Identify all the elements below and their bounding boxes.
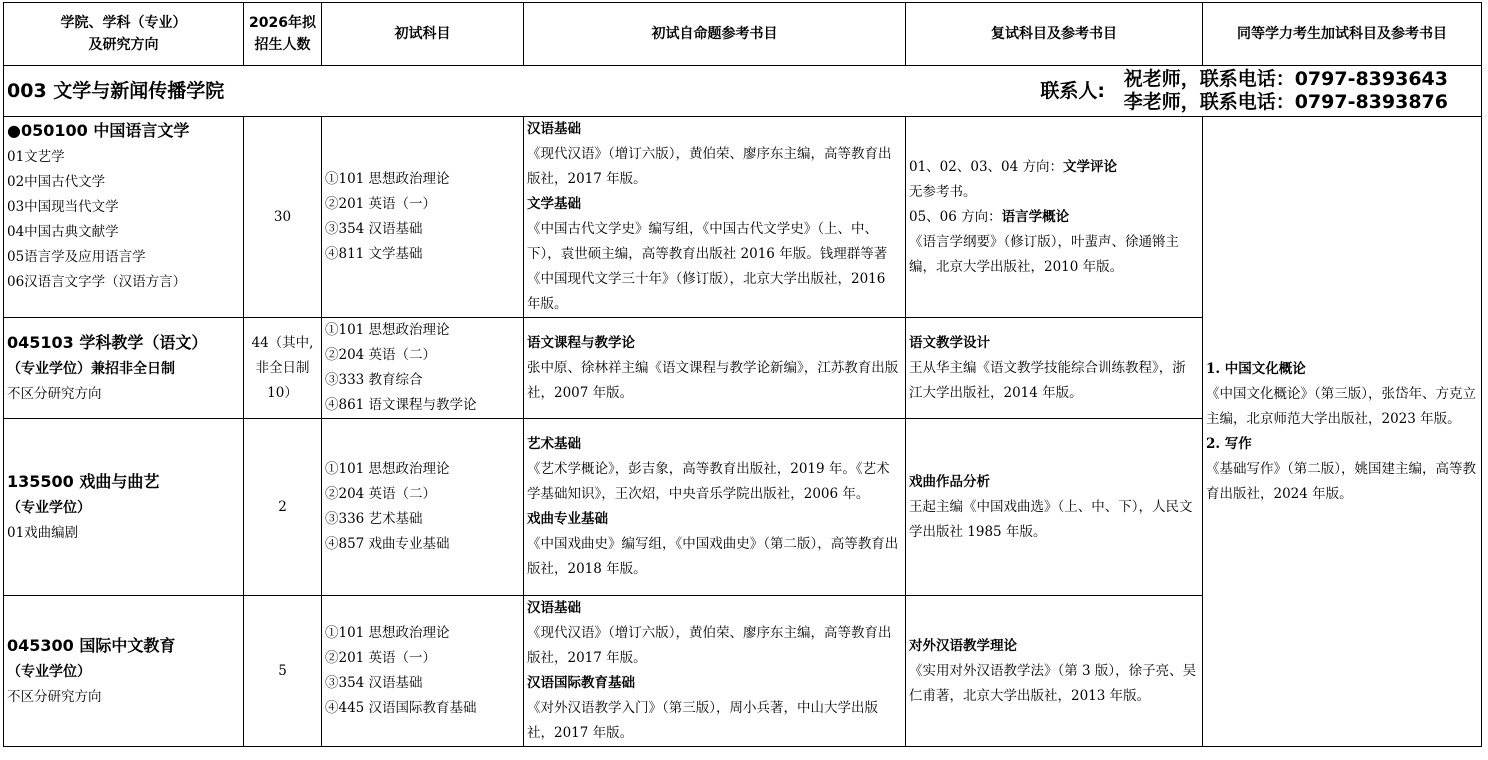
ref-text: 《基础写作》（第二版），姚国建主编，高等教育出版社，2024 年版。 bbox=[1206, 460, 1476, 502]
list-item: 01戏曲编剧 bbox=[7, 525, 79, 541]
header-subjects: 初试科目 bbox=[322, 3, 524, 66]
ref-line bbox=[527, 142, 902, 192]
ref-text: 01、02、03、04 方向： bbox=[909, 158, 1064, 175]
college-contact bbox=[524, 66, 1482, 117]
ref-line bbox=[909, 205, 1199, 230]
subject-list bbox=[322, 117, 524, 318]
major-type: （专业学位） bbox=[7, 500, 91, 516]
retest-info bbox=[906, 419, 1203, 596]
major-cell bbox=[4, 318, 244, 419]
ref-books bbox=[524, 596, 906, 747]
ref-text: 《中国文化概论》（第三版），张岱年、方克立主编，北京师范大学出版社，2023 年版。 bbox=[1206, 385, 1476, 427]
ref-line bbox=[527, 696, 902, 746]
major-type: （专业学位） bbox=[7, 664, 91, 680]
list-item: ②204 英语（二） bbox=[325, 486, 437, 502]
header-quota: 2026年拟 招生人数 bbox=[244, 3, 322, 66]
direction-list bbox=[7, 382, 240, 407]
ref-line bbox=[527, 217, 902, 317]
ref-text: 《语言学纲要》（修订版），叶蜚声、徐通锵主编，北京大学出版社，2010 年版。 bbox=[909, 233, 1179, 275]
ref-text: 王从华主编《语文教学技能综合训练教程》，浙江大学出版社，2014 年版。 bbox=[909, 359, 1186, 401]
ref-books bbox=[524, 419, 906, 596]
quota bbox=[244, 318, 322, 419]
major-row bbox=[4, 117, 1482, 318]
list-item: ①101 思想政治理论 bbox=[325, 322, 450, 338]
ref-line bbox=[1206, 357, 1478, 382]
list-item: 03中国现当代文学 bbox=[7, 199, 119, 215]
header-retest: 复试科目及参考书目 bbox=[906, 3, 1203, 66]
header-equivalent: 同等学力考生加试科目及参考书目 bbox=[1203, 3, 1482, 66]
retest-info bbox=[906, 318, 1203, 419]
list-item: ③336 艺术基础 bbox=[325, 511, 423, 527]
ref-text: 《中国戏曲史》编写组，《中国戏曲史》（第二版），高等教育出版社，2018 年版。 bbox=[527, 536, 899, 577]
list-item: ④861 语文课程与教学论 bbox=[325, 397, 477, 413]
ref-line bbox=[527, 192, 902, 217]
retest-info bbox=[906, 117, 1203, 318]
list-item: ③333 教育综合 bbox=[325, 372, 423, 388]
header-refs: 初试自命题参考书目 bbox=[524, 3, 906, 66]
major-name: 045103 学科教学（语文） bbox=[7, 333, 208, 352]
ref-line bbox=[527, 671, 902, 696]
ref-title: 语言学概论 bbox=[1001, 208, 1070, 225]
subject-list bbox=[322, 596, 524, 747]
contact-line-2: 李老师，联系电话：0797-8393876 bbox=[1123, 91, 1448, 113]
ref-text: 《艺术学概论》，彭吉象，高等教育出版社，2019 年。《艺术学基础知识》，王次炤，中央音乐学院出版社，2006 年。 bbox=[527, 461, 890, 502]
ref-text: 《现代汉语》（增订六版），黄伯荣、廖序东主编，高等教育出版社，2017 年版。 bbox=[527, 625, 892, 666]
list-item: ②201 英语（一） bbox=[325, 196, 437, 212]
major-name: ●050100 中国语言文学 bbox=[7, 121, 190, 140]
ref-line bbox=[909, 155, 1199, 180]
ref-line bbox=[1206, 382, 1478, 432]
quota-text: 44（其中,非全日制10） bbox=[251, 334, 314, 401]
ref-books bbox=[524, 117, 906, 318]
subject-list bbox=[322, 419, 524, 596]
ref-text: 《实用对外汉语教学法》（第 3 版），徐子亮、吴仁甫著，北京大学出版社，2013 年版。 bbox=[909, 662, 1197, 704]
ref-line bbox=[909, 495, 1199, 545]
ref-line bbox=[909, 470, 1199, 495]
major-cell bbox=[4, 117, 244, 318]
ref-books bbox=[524, 318, 906, 419]
ref-title: 汉语国际教育基础 bbox=[527, 675, 635, 691]
header-college: 学院、学科（专业） 及研究方向 bbox=[4, 3, 244, 66]
ref-line bbox=[1206, 432, 1478, 457]
ref-line bbox=[527, 532, 902, 582]
list-item: 01文艺学 bbox=[7, 149, 65, 165]
list-item: 05语言学及应用语言学 bbox=[7, 249, 146, 265]
list-item: ①101 思想政治理论 bbox=[325, 625, 450, 641]
subject-list bbox=[322, 318, 524, 419]
list-item: ④811 文学基础 bbox=[325, 246, 423, 262]
ref-text: 《中国古代文学史》编写组，《中国古代文学史》（上、中、下），袁世硕主编，高等教育出版社 2016 年版。钱理群等著《中国现代文学三十年》（修订版），北京大学出版社，2016 年版。 bbox=[527, 221, 888, 312]
list-item: 不区分研究方向 bbox=[7, 689, 102, 705]
admissions-table bbox=[3, 2, 1482, 747]
ref-line bbox=[527, 457, 902, 507]
ref-line bbox=[527, 331, 902, 356]
college-name: 003 文学与新闻传播学院 bbox=[4, 66, 524, 117]
ref-title: 对外汉语教学理论 bbox=[909, 637, 1017, 654]
equivalent-info bbox=[1203, 117, 1482, 747]
ref-text: 《现代汉语》（增订六版），黄伯荣、廖序东主编，高等教育出版社，2017 年版。 bbox=[527, 146, 892, 187]
ref-line bbox=[527, 117, 902, 142]
list-item: ③354 汉语基础 bbox=[325, 221, 423, 237]
list-item: ①101 思想政治理论 bbox=[325, 461, 450, 477]
ref-title: 1. 中国文化概论 bbox=[1206, 360, 1306, 377]
ref-title: 艺术基础 bbox=[527, 436, 581, 452]
contact-line-1: 祝老师，联系电话：0797-8393643 bbox=[1123, 68, 1448, 90]
ref-line bbox=[527, 356, 902, 406]
ref-title: 戏曲专业基础 bbox=[527, 511, 608, 527]
ref-line bbox=[909, 230, 1199, 280]
ref-line bbox=[527, 432, 902, 457]
major-name: 135500 戏曲与曲艺 bbox=[7, 472, 160, 491]
ref-line bbox=[909, 331, 1199, 356]
quota: 2 bbox=[244, 419, 322, 596]
ref-line bbox=[527, 596, 902, 621]
list-item: 不区分研究方向 bbox=[7, 386, 102, 402]
ref-text: 无参考书。 bbox=[909, 183, 977, 200]
list-item: ③354 汉语基础 bbox=[325, 675, 423, 691]
ref-title: 语文课程与教学论 bbox=[527, 334, 635, 351]
list-item: ②204 英语（二） bbox=[325, 347, 437, 363]
ref-line bbox=[909, 659, 1199, 709]
major-name: 045300 国际中文教育 bbox=[7, 636, 176, 655]
ref-line bbox=[909, 634, 1199, 659]
ref-title: 汉语基础 bbox=[527, 600, 581, 616]
ref-title: 语文教学设计 bbox=[909, 334, 990, 351]
ref-title: 汉语基础 bbox=[527, 121, 581, 137]
ref-title: 文学基础 bbox=[527, 196, 581, 212]
list-item: 02中国古代文学 bbox=[7, 174, 106, 190]
ref-line bbox=[527, 621, 902, 671]
direction-list bbox=[7, 685, 240, 710]
ref-line bbox=[1206, 457, 1478, 507]
ref-text: 《对外汉语教学入门》（第三版），周小兵著，中山大学出版社，2017 年版。 bbox=[527, 700, 878, 741]
college-row bbox=[4, 66, 1482, 117]
major-cell bbox=[4, 419, 244, 596]
ref-title: 文学评论 bbox=[1063, 158, 1118, 175]
header-row bbox=[4, 3, 1482, 66]
ref-text: 05、06 方向： bbox=[909, 208, 1002, 225]
list-item: 04中国古典文献学 bbox=[7, 224, 119, 240]
list-item: 06汉语言文字学（汉语方言） bbox=[7, 274, 187, 290]
major-cell bbox=[4, 596, 244, 747]
list-item: ②201 英语（一） bbox=[325, 650, 437, 666]
retest-info bbox=[906, 596, 1203, 747]
ref-title: 2. 写作 bbox=[1206, 435, 1252, 452]
list-item: ④445 汉语国际教育基础 bbox=[325, 700, 477, 716]
major-type: （专业学位）兼招非全日制 bbox=[7, 361, 175, 377]
list-item: ④857 戏曲专业基础 bbox=[325, 536, 450, 552]
ref-line bbox=[909, 180, 1199, 205]
ref-line bbox=[527, 507, 902, 532]
quota: 5 bbox=[244, 596, 322, 747]
quota: 30 bbox=[244, 117, 322, 318]
ref-line bbox=[909, 356, 1199, 406]
ref-title: 戏曲作品分析 bbox=[909, 473, 990, 490]
direction-list bbox=[7, 145, 240, 295]
contact-label: 联系人: bbox=[1040, 79, 1105, 102]
ref-text: 张中原、徐林祥主编《语文课程与教学论新编》，江苏教育出版社，2007 年版。 bbox=[527, 359, 899, 401]
direction-list bbox=[7, 521, 240, 546]
list-item: ①101 思想政治理论 bbox=[325, 171, 450, 187]
ref-text: 王起主编《中国戏曲选》（上、中、下），人民文学出版社 1985 年版。 bbox=[909, 498, 1193, 540]
